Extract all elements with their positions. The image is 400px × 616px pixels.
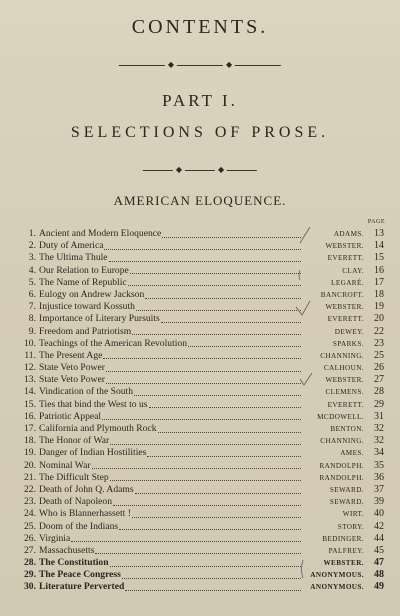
entry-title: The Ultima Thule [39,252,108,264]
entry-number: 4. [28,264,36,276]
entry-author: CLAY. [342,266,364,275]
diamond-ornament-icon: ◆ [218,165,225,174]
entry-title: The Name of Republic [39,276,127,288]
entry-author: SPARKS. [332,339,364,348]
entry-number: 9. [28,325,36,337]
entry-author: PALFREY. [328,546,364,555]
entry-author: CHANNING. [320,351,364,360]
entry-page: 32 [374,435,384,447]
entry-number: 11. [24,349,36,361]
entry-number: 3. [28,252,36,264]
entry-author: SEWARD. [329,485,364,494]
entry-author: LEGARÉ. [331,278,364,287]
entry-author: RANDOLPH. [319,461,364,470]
entry-author: DEWEY. [334,327,364,336]
entry-number: 23. [24,496,36,508]
entry-page: 45 [374,544,384,556]
entry-number: 12. [24,362,36,374]
part-heading: PART I. [162,91,238,110]
entry-author: BANCROFT. [320,290,364,299]
entry-title: Injustice toward Kossuth [39,301,135,313]
entry-page: 20 [374,313,384,325]
entry-page: 37 [374,483,384,495]
entry-author: SEWARD. [329,498,364,507]
entry-number: 6. [28,288,36,300]
entry-author: EVERETT. [327,315,364,324]
entry-page: 29 [374,398,384,410]
entry-page: 26 [374,362,384,374]
entry-title: Ancient and Modern Eloquence [39,228,162,239]
entry-number: 28. [24,557,36,569]
entry-title: The Present Age [39,349,103,361]
entry-page: 13 [374,228,384,239]
entry-page: 40 [374,508,384,520]
entry-number: 8. [28,313,36,325]
entry-title: Literature Perverted [39,581,125,593]
entry-author: AMES. [340,449,364,458]
entry-title: Who is Blannerhassett ! [39,508,131,520]
entry-title: Virginia [39,532,71,544]
entry-page: 14 [374,240,384,252]
entry-page: 17 [374,276,384,288]
entry-number: 15. [24,398,36,410]
entry-author: MCDOWELL. [317,412,364,421]
entry-author: WEBSTER. [325,242,364,251]
entry-title: California and Plymouth Rock [39,423,157,434]
page-column-header: PAGE [367,219,385,225]
entry-page: 32 [374,423,384,434]
entry-number: 2. [28,240,36,252]
entry-author: WIRT. [342,510,364,519]
entry-number: 25. [24,520,36,532]
part-subtitle: SELECTIONS OF PROSE. [70,124,330,141]
entry-number: 24. [24,508,36,520]
entry-author: EVERETT. [327,254,364,263]
diamond-ornament-icon: ◆ [226,60,233,69]
entry-author: CHANNING. [320,437,364,446]
entry-author: CLEMENS. [325,388,364,397]
entry-number: 5. [28,276,36,288]
entry-author: RANDOLPH. [319,473,364,482]
entry-title: Death of Napoleon [39,496,112,508]
entry-page: 19 [374,301,384,313]
entry-number: 16. [24,410,36,422]
entry-title: The Honor of War [39,435,110,447]
entry-title: Importance of Literary Pursuits [39,313,160,325]
entry-author: ANONYMOUS. [310,571,364,580]
entry-page: 25 [374,349,384,361]
entry-page: 31 [374,410,384,422]
diamond-ornament-icon: ◆ [175,165,182,174]
entry-number: 7. [28,301,36,313]
entry-title: Death of John Q. Adams [39,483,134,495]
entry-number: 29. [24,569,36,581]
entry-page: 15 [374,252,384,264]
entry-title: Vindication of the South [39,386,134,398]
entry-number: 19. [24,447,36,459]
entry-author: WEBSTER. [325,376,364,385]
entry-author: BEDINGER. [322,534,364,543]
entry-page: 28 [374,386,384,398]
entry-title: Our Relation to Europe [39,264,129,276]
entry-page: 27 [374,374,384,386]
entry-page: 44 [374,532,384,544]
entry-number: 27. [24,544,36,556]
entry-page: 23 [374,337,384,349]
entry-number: 21. [24,471,36,483]
entry-number: 26. [24,532,36,544]
entry-number: 22. [24,483,36,495]
contents-title: CONTENTS. [131,16,269,38]
entry-author: ANONYMOUS. [310,583,364,592]
entry-title: The Peace Congress [39,569,121,581]
entry-title: Nominal War [39,459,91,471]
entry-number: 14. [24,386,36,398]
entry-number: 20. [24,459,36,471]
entry-title: State Veto Power [39,362,105,374]
entry-number: 17. [24,423,36,434]
diamond-ornament-icon: ◆ [167,60,174,69]
entry-number: 30. [24,581,36,593]
entry-page: 35 [374,459,384,471]
entry-page: 16 [374,264,384,276]
entry-author: STORY. [337,522,364,531]
entry-title: Danger of Indian Hostilities [39,447,147,459]
section-heading: AMERICAN ELOQUENCE. [113,193,287,208]
entry-number: 1. [28,228,36,239]
entry-author: BENTON. [330,425,364,433]
entry-page: 22 [374,325,384,337]
entry-title: Freedom and Patriotism [39,325,132,337]
entry-title: Eulogy on Andrew Jackson [39,288,145,300]
entry-title: The Constitution [39,557,109,569]
entry-page: 34 [374,447,384,459]
entry-page: 49 [374,581,384,593]
entry-author: WEBSTER. [325,303,364,312]
entry-author: WEBSTER. [323,559,364,568]
entry-title: Massachusetts [39,544,95,556]
entry-number: 10. [24,337,36,349]
entry-page: 47 [374,557,384,569]
entry-number: 13. [24,374,36,386]
entry-title: The Difficult Step [39,471,109,483]
entry-number: 18. [24,435,36,447]
entry-title: State Veto Power [39,374,105,386]
entry-page: 39 [374,496,384,508]
entry-page: 42 [374,520,384,532]
entry-title: Teachings of the American Revolution [39,337,187,349]
entry-page: 36 [374,471,384,483]
entry-title: Doom of the Indians [39,520,119,532]
entry-author: CALHOUN. [323,364,364,373]
entry-page: 48 [374,569,384,581]
entry-title: Duty of America [39,240,104,252]
entry-title: Ties that bind the West to us [39,398,148,410]
entry-author: ADAMS. [333,230,364,238]
entry-author: EVERETT. [327,400,364,409]
entry-title: Patriotic Appeal [39,410,102,422]
entry-page: 18 [374,288,384,300]
